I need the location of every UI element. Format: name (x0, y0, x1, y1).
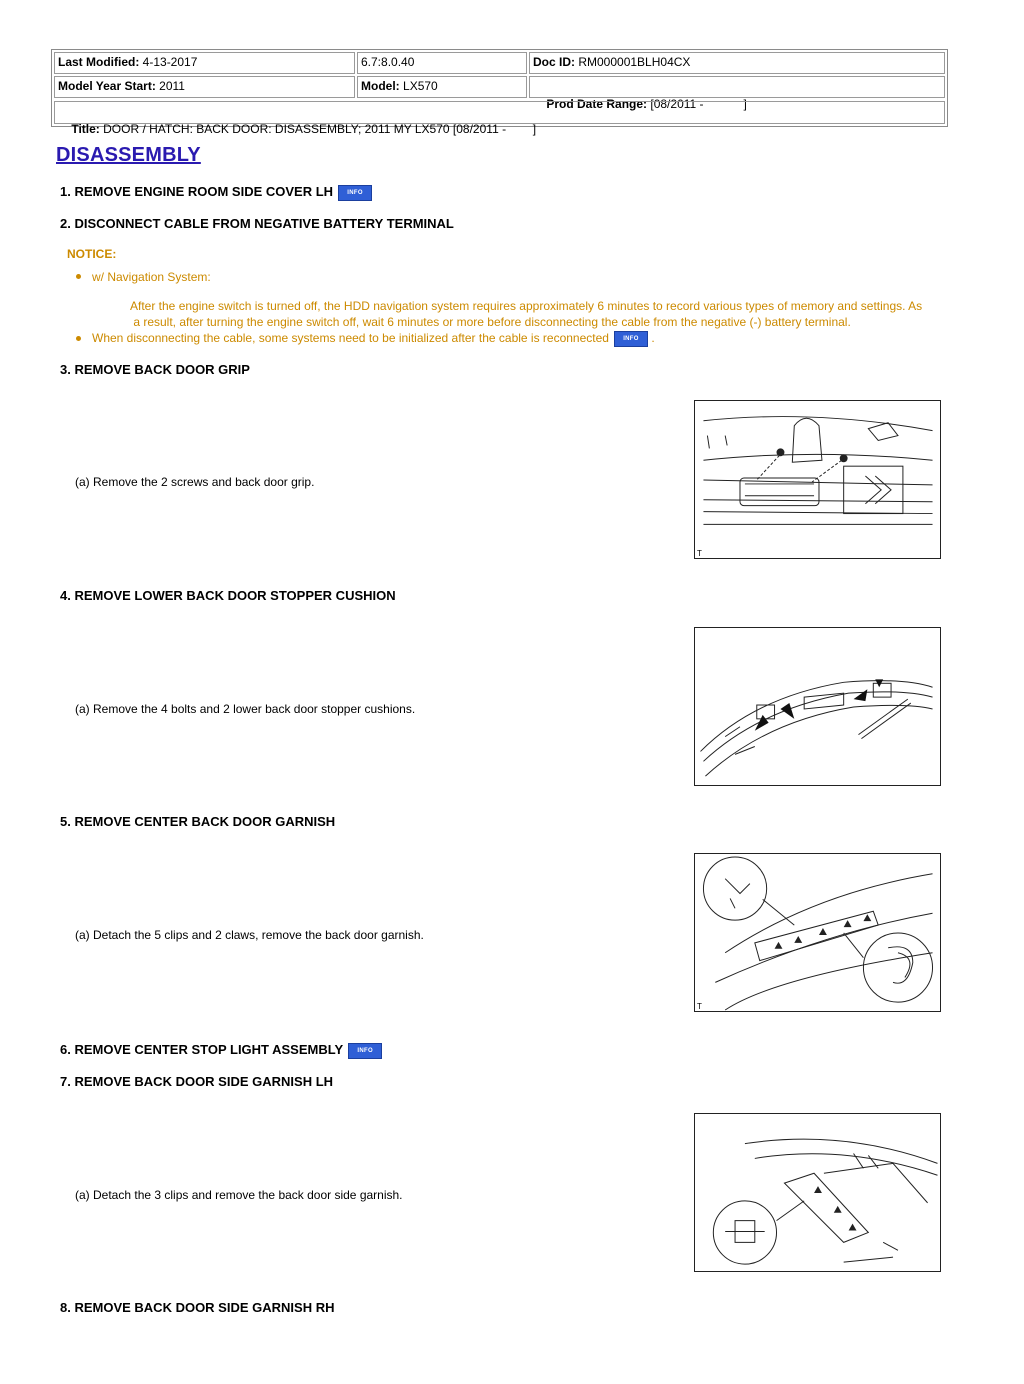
last-modified-label: Last Modified: (58, 55, 140, 69)
step-3-substep: (a) Remove the 2 screws and back door grip. (75, 475, 315, 489)
prod-date-label: Prod Date Range: (546, 97, 648, 111)
step-4 (60, 588, 396, 603)
title-cell (54, 101, 945, 136)
notice-bullet-2 (76, 331, 655, 347)
step-5-label: 5. REMOVE CENTER BACK DOOR GARNISH (60, 814, 336, 829)
back-door-grip-drawing (695, 401, 940, 558)
bullet-dot-icon (76, 336, 81, 341)
step-4-substep: (a) Remove the 4 bolts and 2 lower back door stopper cushions. (75, 702, 416, 716)
notice-bullet-2-end: . (651, 331, 655, 346)
screw-icon (777, 448, 785, 456)
step-6 (60, 1042, 382, 1059)
title-label: Title: (71, 122, 100, 136)
model-label: Model: (361, 79, 400, 93)
step-6-label: 6. REMOVE CENTER STOP LIGHT ASSEMBLY (60, 1042, 344, 1057)
step-7 (60, 1074, 333, 1089)
prod-date-value: [08/2011 - ] (650, 97, 747, 111)
model-year-value: 2011 (159, 79, 185, 93)
info-button-step-6[interactable]: INFO (348, 1043, 382, 1059)
step-3-label: 3. REMOVE BACK DOOR GRIP (60, 362, 250, 377)
screw-icon (840, 454, 848, 462)
model-value: LX570 (403, 79, 438, 93)
section-title: DISASSEMBLY (56, 144, 201, 166)
prod-date-cell (529, 76, 945, 111)
stopper-cushion-drawing (695, 628, 940, 785)
arrow-icon (780, 703, 794, 719)
version-value: 6.7:8.0.40 (361, 55, 415, 69)
figure-mark: T (697, 549, 702, 558)
info-button-step-1[interactable]: INFO (338, 185, 372, 201)
step-2 (60, 216, 454, 231)
notice-bullet-2-text: When disconnecting the cable, some systems need to be initialized after the cable is reconnected (92, 331, 609, 346)
model-year-cell (54, 76, 355, 98)
doc-id-cell (529, 52, 945, 74)
side-garnish-drawing (695, 1114, 940, 1271)
title-value: DOOR / HATCH: BACK DOOR: DISASSEMBLY; 2011 MY LX570 [08/2011 - ] (103, 122, 537, 136)
doc-id-label: Doc ID: (533, 55, 575, 69)
step-5 (60, 814, 335, 829)
figure-mark: T (697, 1002, 702, 1011)
model-cell (357, 76, 527, 98)
step-2-label: 2. DISCONNECT CABLE FROM NEGATIVE BATTERY TERMINAL (60, 216, 454, 231)
notice-bullet-1-text: w/ Navigation System: (92, 270, 211, 284)
side-garnish-illustration (694, 1113, 941, 1272)
notice-paragraph-line-2: a result, after turning the engine switch off, wait 6 minutes or more before disconnecting the cable from the negative (-) battery terminal. (130, 315, 851, 329)
notice-title: NOTICE: (67, 247, 117, 261)
step-8 (60, 1300, 334, 1315)
bullet-dot-icon (76, 274, 81, 279)
last-modified-value: 4-13-2017 (142, 55, 198, 69)
step-7-label: 7. REMOVE BACK DOOR SIDE GARNISH LH (60, 1074, 334, 1089)
step-4-label: 4. REMOVE LOWER BACK DOOR STOPPER CUSHION (60, 588, 396, 603)
notice-paragraph-line-1: After the engine switch is turned off, the HDD navigation system requires approximately 6 minutes to record various types of memory and settings. As (130, 299, 923, 313)
step-3 (60, 362, 250, 377)
step-7-substep: (a) Detach the 3 clips and remove the back door side garnish. (75, 1188, 403, 1202)
step-5-substep: (a) Detach the 5 clips and 2 claws, remove the back door garnish. (75, 928, 424, 942)
step-1 (60, 184, 372, 201)
back-door-grip-illustration (694, 400, 941, 559)
document-header-table (51, 49, 948, 136)
version-cell (357, 52, 527, 74)
arrow-icon (854, 689, 868, 701)
last-modified-cell (54, 52, 355, 74)
stopper-cushion-illustration (694, 627, 941, 786)
doc-id-value: RM000001BLH04CX (578, 55, 691, 69)
info-button-notice[interactable]: INFO (614, 331, 648, 347)
notice-paragraph (130, 298, 956, 330)
model-year-label: Model Year Start: (58, 79, 156, 93)
center-garnish-drawing (695, 854, 940, 1011)
center-garnish-illustration (694, 853, 941, 1012)
step-8-label: 8. REMOVE BACK DOOR SIDE GARNISH RH (60, 1300, 335, 1315)
notice-bullet-1 (76, 270, 211, 284)
step-1-label: 1. REMOVE ENGINE ROOM SIDE COVER LH (60, 184, 334, 199)
